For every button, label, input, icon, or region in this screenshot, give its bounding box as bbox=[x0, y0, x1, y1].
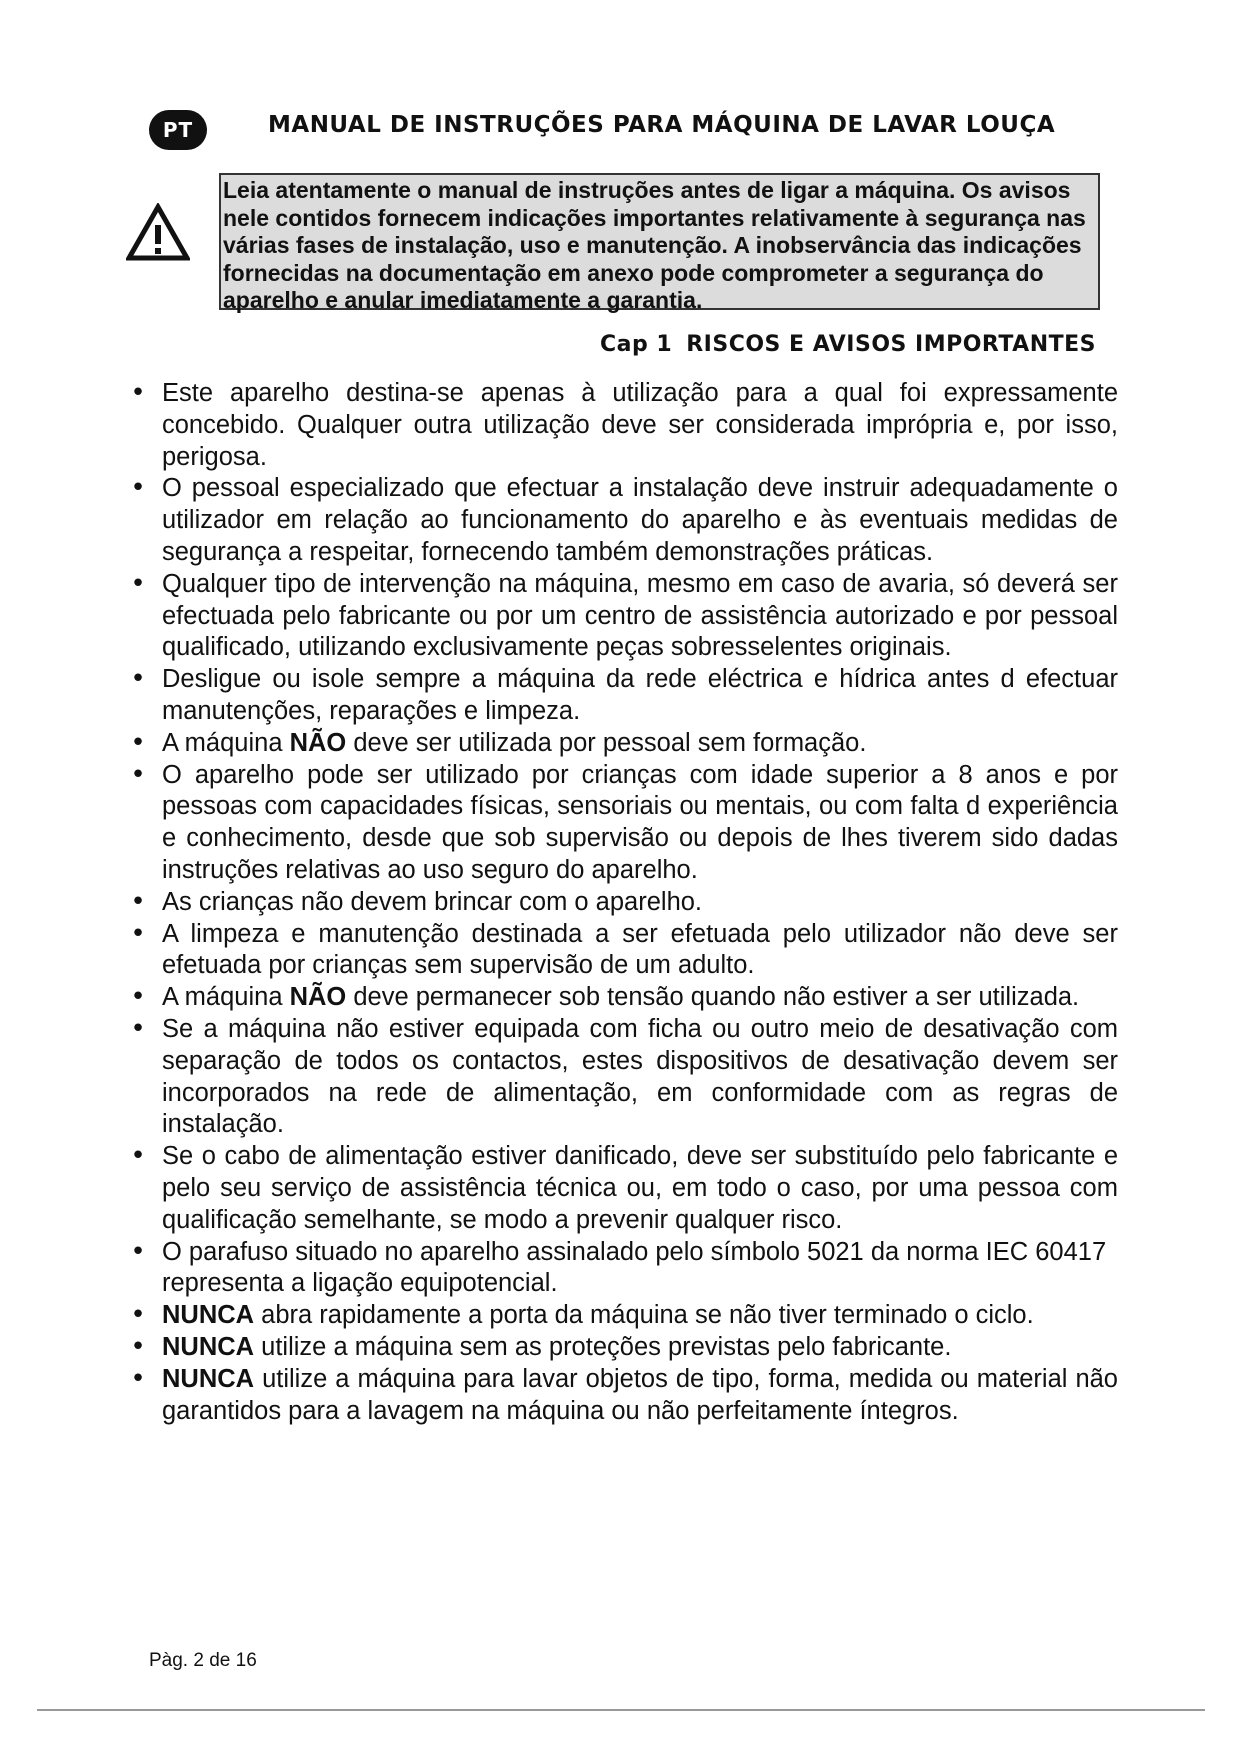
footer-divider bbox=[37, 1709, 1205, 1711]
bullet-icon: • bbox=[130, 982, 146, 1013]
list-item: • Este aparelho destina-se apenas à utilização para a qual foi expressamente concebido. Qualquer outra utilização deve ser considerada imprópria e, por isso, perigosa. bbox=[128, 378, 1118, 473]
bullet-icon: • bbox=[130, 568, 146, 599]
list-item: • A limpeza e manutenção destinada a ser efetuada pelo utilizador não deve ser efetuada por crianças sem supervisão de um adulto. bbox=[128, 919, 1118, 983]
list-item: • Desligue ou isole sempre a máquina da rede eléctrica e hídrica antes d efectuar manutenções, reparações e limpeza. bbox=[128, 664, 1118, 728]
page-number: Pàg. 2 de 16 bbox=[149, 1650, 257, 1671]
list-item: • NUNCA utilize a máquina para lavar objetos de tipo, forma, medida ou material não garantidos para a lavagem na máquina ou não perfeitamente íntegros. bbox=[128, 1364, 1118, 1428]
bullet-icon: • bbox=[130, 918, 146, 949]
bullet-icon: • bbox=[130, 664, 146, 695]
list-item: • As crianças não devem brincar com o aparelho. bbox=[128, 887, 1118, 919]
bullet-icon: • bbox=[130, 473, 146, 504]
list-item: • Se a máquina não estiver equipada com ficha ou outro meio de desativação com separação de todos os contactos, estes dispositivos de desativação devem ser incorporados na rede de alimentação, em conformidade com as regras de instalação. bbox=[128, 1014, 1118, 1141]
list-item: • O parafuso situado no aparelho assinalado pelo símbolo 5021 da norma IEC 60417 representa a ligação equipotencial. bbox=[128, 1237, 1118, 1301]
list-item: • Se o cabo de alimentação estiver danificado, deve ser substituído pelo fabricante e pelo seu serviço de assistência técnica ou, em todo o caso, por uma pessoa com qualificação semelhante, se modo a prevenir qualquer risco. bbox=[128, 1141, 1118, 1236]
list-item: • O pessoal especializado que efectuar a instalação deve instruir adequadamente o utilizador em relação ao funcionamento do aparelho e às eventuais medidas de segurança a respeitar, fornecendo também demonstrações práticas. bbox=[128, 473, 1118, 568]
bullet-icon: • bbox=[130, 1236, 146, 1267]
bullet-icon: • bbox=[130, 1141, 146, 1172]
bullet-icon: • bbox=[130, 1300, 146, 1331]
list-item: • NUNCA utilize a máquina sem as proteções previstas pelo fabricante. bbox=[128, 1332, 1118, 1364]
list-item: • A máquina NÃO deve ser utilizada por pessoal sem formação. bbox=[128, 728, 1118, 760]
bullet-icon: • bbox=[130, 378, 146, 408]
list-item: • NUNCA abra rapidamente a porta da máquina se não tiver terminado o ciclo. bbox=[128, 1300, 1118, 1332]
bullet-icon: • bbox=[130, 886, 146, 917]
chapter-number: Cap 1 bbox=[600, 332, 673, 357]
bullet-icon: • bbox=[130, 1363, 146, 1394]
chapter-title: RISCOS E AVISOS IMPORTANTES bbox=[686, 332, 1096, 357]
chapter-heading bbox=[600, 332, 1096, 357]
document-title: MANUAL DE INSTRUÇÕES PARA MÁQUINA DE LAVAR LOUÇA bbox=[268, 112, 1056, 138]
safety-warnings-list bbox=[128, 378, 1118, 1427]
list-item: • O aparelho pode ser utilizado por crianças com idade superior a 8 anos e por pessoas com capacidades físicas, sensoriais ou mentais, ou com falta d experiência e conhecimento, desde que sob supervisão ou depois de lhes tiverem sido dadas instruções relativas ao uso seguro do aparelho. bbox=[128, 760, 1118, 887]
list-item: • A máquina NÃO deve permanecer sob tensão quando não estiver a ser utilizada. bbox=[128, 982, 1118, 1014]
warning-notice: Leia atentamente o manual de instruções antes de ligar a máquina. Os avisos nele contidos fornecem indicações importantes relativamente à segurança nas várias fases de instalação, uso e manutenção. A inobservância das indicações fornecidas na documentação em anexo pode comprometer a segurança do aparelho e anular imediatamente a garantia. bbox=[219, 173, 1100, 310]
bullet-icon: • bbox=[130, 1331, 146, 1362]
list-item: • Qualquer tipo de intervenção na máquina, mesmo em caso de avaria, só deverá ser efectuada pelo fabricante ou por um centro de assistência autorizado e por pessoal qualificado, utilizando exclusivamente peças sobresselentes originais. bbox=[128, 569, 1118, 664]
language-badge: PT bbox=[149, 110, 207, 150]
bullet-icon: • bbox=[130, 759, 146, 790]
bullet-icon: • bbox=[130, 727, 146, 758]
bullet-icon: • bbox=[130, 1013, 146, 1044]
warning-triangle-icon bbox=[126, 203, 190, 261]
